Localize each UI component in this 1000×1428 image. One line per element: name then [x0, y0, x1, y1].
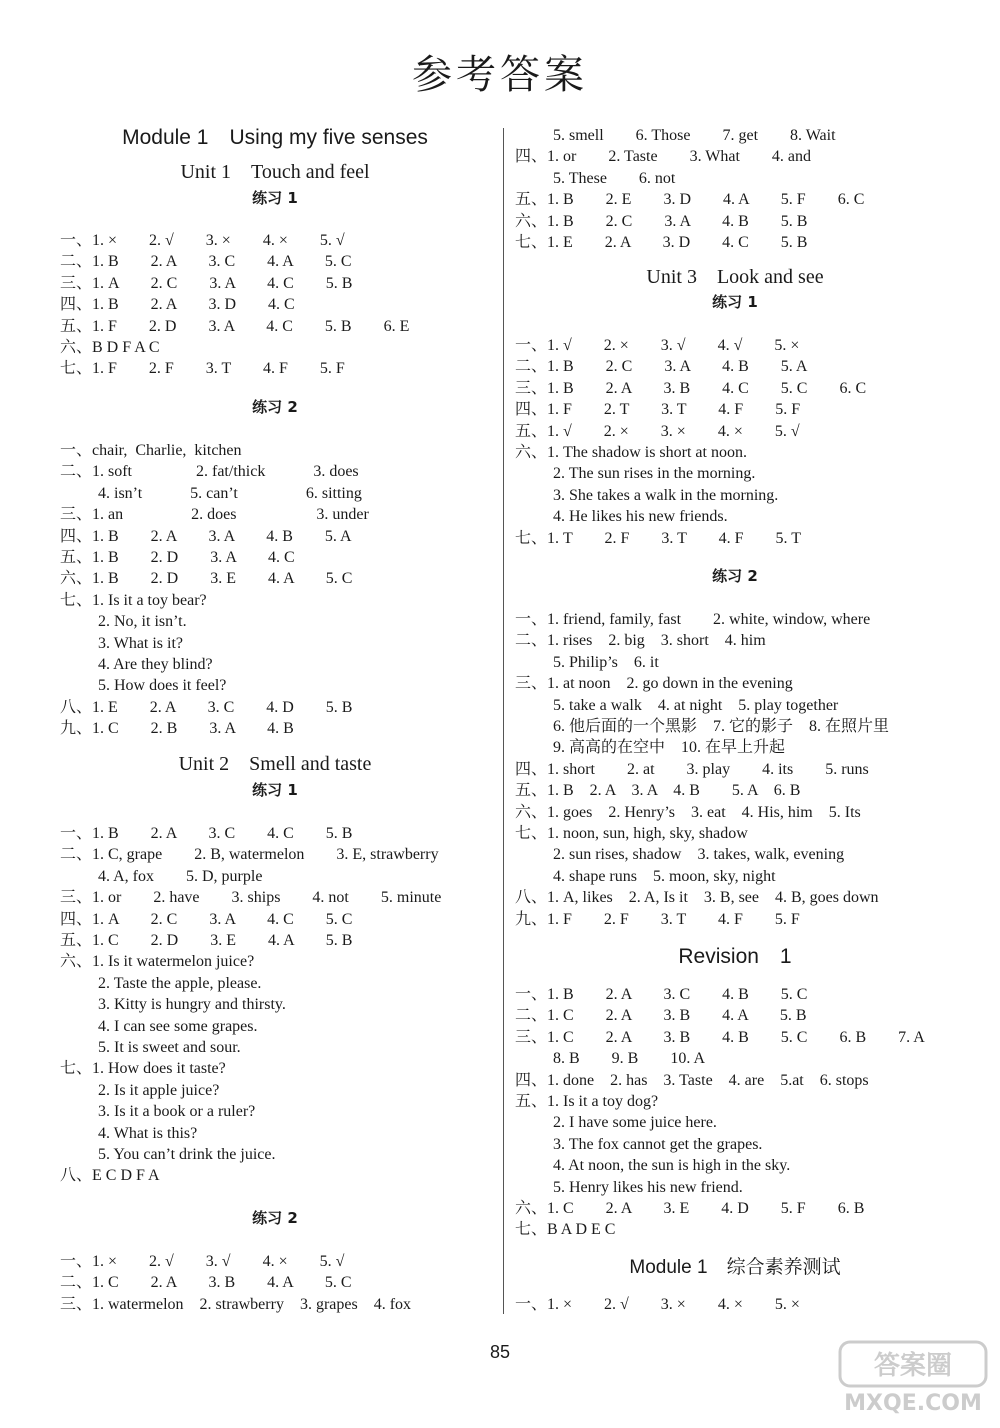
answer-line: 4. What is this?	[98, 1124, 198, 1142]
exercise-heading: 练习 2	[712, 567, 758, 585]
test-heading: Module 1 综合素养测试	[629, 1257, 841, 1278]
unit-heading: Unit 1 Touch and feel	[180, 161, 370, 183]
answer-line: 3. She takes a walk in the morning.	[553, 486, 779, 504]
answer-line: 5. smell 6. Those 7. get 8. Wait	[553, 127, 836, 144]
answer-line: 八、1. E 2. A 3. C 4. D 5. B	[60, 698, 353, 716]
column-divider	[503, 128, 504, 1314]
answer-line: 二、1. C, grape 2. B, watermelon 3. E, strawberry	[60, 846, 439, 864]
answer-line: 六、1. C 2. A 3. E 4. D 5. F 6. B	[515, 1200, 865, 1217]
answer-line: 一、1. friend, family, fast 2. white, window, where	[515, 611, 871, 628]
answer-line: 七、1. noon, sun, high, sky, shadow	[515, 825, 748, 842]
answer-line: 4. He likes his new friends.	[553, 508, 728, 526]
answer-line: 五、1. B 2. E 3. D 4. A 5. F 6. C	[515, 191, 865, 209]
answer-line: 4. shape runs 5. moon, sky, night	[553, 867, 776, 885]
answer-line: 2. sun rises, shadow 3. takes, walk, evening	[553, 846, 845, 864]
answer-line: 5. These 6. not	[553, 169, 676, 187]
answer-line: 七、1. T 2. F 3. T 4. F 5. T	[515, 529, 801, 547]
watermark-logo	[838, 1340, 988, 1418]
answer-line: 三、1. at noon 2. go down in the evening	[515, 675, 793, 693]
answer-line: 一、1. √ 2. × 3. √ 4. √ 5. ×	[515, 337, 800, 354]
answer-line: 六、1. B 2. C 3. A 4. B 5. B	[515, 212, 808, 230]
answer-line: 5. take a walk 4. at night 5. play together	[553, 696, 839, 714]
answer-line: 三、1. B 2. A 3. B 4. C 5. C 6. C	[515, 379, 867, 397]
answer-line: 3. Kitty is hungry and thirsty.	[98, 996, 286, 1014]
answer-line: 六、1. The shadow is short at noon.	[515, 444, 747, 461]
answer-line: 四、1. B 2. A 3. A 4. B 5. A	[60, 527, 352, 545]
answer-line: 一、1. × 2. √ 3. × 4. × 5. ×	[515, 1296, 800, 1313]
answer-line: 2. No, it isn’t.	[98, 613, 187, 631]
answer-line: 9. 高高的在空中 10. 在早上升起	[553, 739, 786, 757]
answer-line: 4. I can see some grapes.	[98, 1017, 258, 1035]
answer-line: 2. I have some juice here.	[553, 1114, 717, 1132]
answer-line: 九、1. F 2. F 3. T 4. F 5. F	[515, 910, 800, 928]
answer-line: 4. At noon, the sun is high in the sky.	[553, 1157, 791, 1175]
revision-heading: Revision 1	[678, 945, 792, 968]
answer-line: 四、1. short 2. at 3. play 4. its 5. runs	[515, 760, 869, 778]
answer-line: 四、1. F 2. T 3. T 4. F 5. F	[515, 401, 801, 419]
exercise-heading: 练习 1	[712, 293, 758, 311]
answer-line: 五、1. B 2. D 3. A 4. C	[60, 549, 295, 566]
answer-line: 3. The fox cannot get the grapes.	[553, 1135, 763, 1153]
answer-line: 5. How does it feel?	[98, 677, 227, 695]
module-heading: Module 1 Using my five senses	[122, 126, 428, 149]
answer-line: 三、1. an 2. does 3. under	[60, 506, 369, 524]
answer-line: 二、1. B 2. C 3. A 4. B 5. A	[515, 358, 808, 376]
answer-line: 4. Are they blind?	[98, 656, 213, 673]
answer-line: 二、1. C 2. A 3. B 4. A 5. B	[515, 1007, 807, 1025]
answer-line: 4. A, fox 5. D, purple	[98, 867, 263, 885]
answer-line: 三、1. A 2. C 3. A 4. C 5. B	[60, 274, 353, 292]
answer-line: 六、1. B 2. D 3. E 4. A 5. C	[60, 570, 353, 588]
unit-heading: Unit 3 Look and see	[646, 266, 824, 288]
answer-line: 二、1. B 2. A 3. C 4. A 5. C	[60, 253, 352, 271]
answer-line: 2. The sun rises in the morning.	[553, 465, 756, 483]
exercise-heading: 练习 1	[252, 781, 298, 799]
answer-line: 七、1. How does it taste?	[60, 1060, 226, 1078]
answer-line: 5. Philip’s 6. it	[553, 653, 659, 671]
answer-line: 一、1. B 2. A 3. C 4. C 5. B	[60, 825, 353, 842]
answer-line: 七、1. Is it a toy bear?	[60, 591, 207, 609]
answer-line: 二、1. soft 2. fat/thick 3. does	[60, 463, 359, 481]
answer-line: 一、1. × 2. √ 3. × 4. × 5. √	[60, 232, 345, 249]
answer-line: 五、1. B 2. A 3. A 4. B 5. A 6. B	[515, 782, 801, 800]
answer-line: 6. 他后面的一个黑影 7. 它的影子 8. 在照片里	[553, 718, 890, 735]
answer-line: 五、1. F 2. D 3. A 4. C 5. B 6. E	[60, 317, 410, 335]
answer-line: 五、1. C 2. D 3. E 4. A 5. B	[60, 932, 353, 949]
svg-text:MXQE.COM: MXQE.COM	[844, 1391, 982, 1416]
answer-line: 一、1. × 2. √ 3. √ 4. × 5. √	[60, 1253, 345, 1270]
answer-line: 3. What is it?	[98, 634, 184, 652]
answer-line: 七、1. E 2. A 3. D 4. C 5. B	[515, 234, 808, 251]
answer-line: 三、1. or 2. have 3. ships 4. not 5. minute	[60, 889, 442, 907]
answer-line: 4. isn’t 5. can’t 6. sitting	[98, 484, 362, 502]
answer-line: 8. B 9. B 10. A	[553, 1050, 706, 1068]
answer-line: 六、B D F A C	[60, 339, 160, 356]
answer-line: 五、1. √ 2. × 3. × 4. × 5. √	[515, 422, 800, 440]
answer-line: 四、1. B 2. A 3. D 4. C	[60, 296, 295, 314]
unit-heading: Unit 2 Smell and taste	[178, 753, 372, 775]
answer-line: 四、1. or 2. Taste 3. What 4. and	[515, 148, 812, 166]
answer-line: 九、1. C 2. B 3. A 4. B	[60, 720, 294, 738]
answer-line: 五、1. Is it a toy dog?	[515, 1093, 659, 1110]
answer-line: 2. Taste the apple, please.	[98, 974, 262, 992]
answer-line: 一、chair, Charlie, kitchen	[60, 442, 242, 459]
answer-line: 3. Is it a book or a ruler?	[98, 1103, 256, 1121]
answer-line: 八、1. A, likes 2. A, Is it 3. B, see 4. B, goes down	[515, 889, 879, 907]
answer-line: 5. It is sweet and sour.	[98, 1039, 241, 1056]
svg-text:答案圈: 答案圈	[873, 1351, 953, 1381]
answer-line: 六、1. Is it watermelon juice?	[60, 953, 255, 971]
answer-line: 5. Henry likes his new friend.	[553, 1178, 743, 1196]
exercise-heading: 练习 2	[252, 398, 298, 416]
exercise-heading: 练习 1	[252, 189, 298, 207]
page-title: 参考答案	[412, 52, 588, 98]
answer-line: 三、1. watermelon 2. strawberry 3. grapes 4. fox	[60, 1295, 412, 1313]
answer-line: 四、1. done 2. has 3. Taste 4. are 5.at 6. stops	[515, 1071, 869, 1089]
answer-line: 5. You can’t drink the juice.	[98, 1146, 276, 1163]
answer-line: 七、1. F 2. F 3. T 4. F 5. F	[60, 360, 345, 378]
answer-line: 2. Is it apple juice?	[98, 1081, 220, 1099]
answer-line: 四、1. A 2. C 3. A 4. C 5. C	[60, 910, 353, 928]
answer-line: 二、1. C 2. A 3. B 4. A 5. C	[60, 1274, 352, 1292]
page-number: 85	[489, 1342, 511, 1362]
answer-line: 二、1. rises 2. big 3. short 4. him	[515, 632, 766, 650]
answer-line: 八、E C D F A	[60, 1167, 160, 1185]
answer-line: 六、1. goes 2. Henry’s 3. eat 4. His, him 5. Its	[515, 803, 861, 821]
answer-line: 三、1. C 2. A 3. B 4. B 5. C 6. B 7. A	[515, 1028, 925, 1046]
exercise-heading: 练习 2	[252, 1209, 298, 1227]
answer-line: 一、1. B 2. A 3. C 4. B 5. C	[515, 986, 808, 1003]
answer-line: 七、B A D E C	[515, 1221, 616, 1239]
